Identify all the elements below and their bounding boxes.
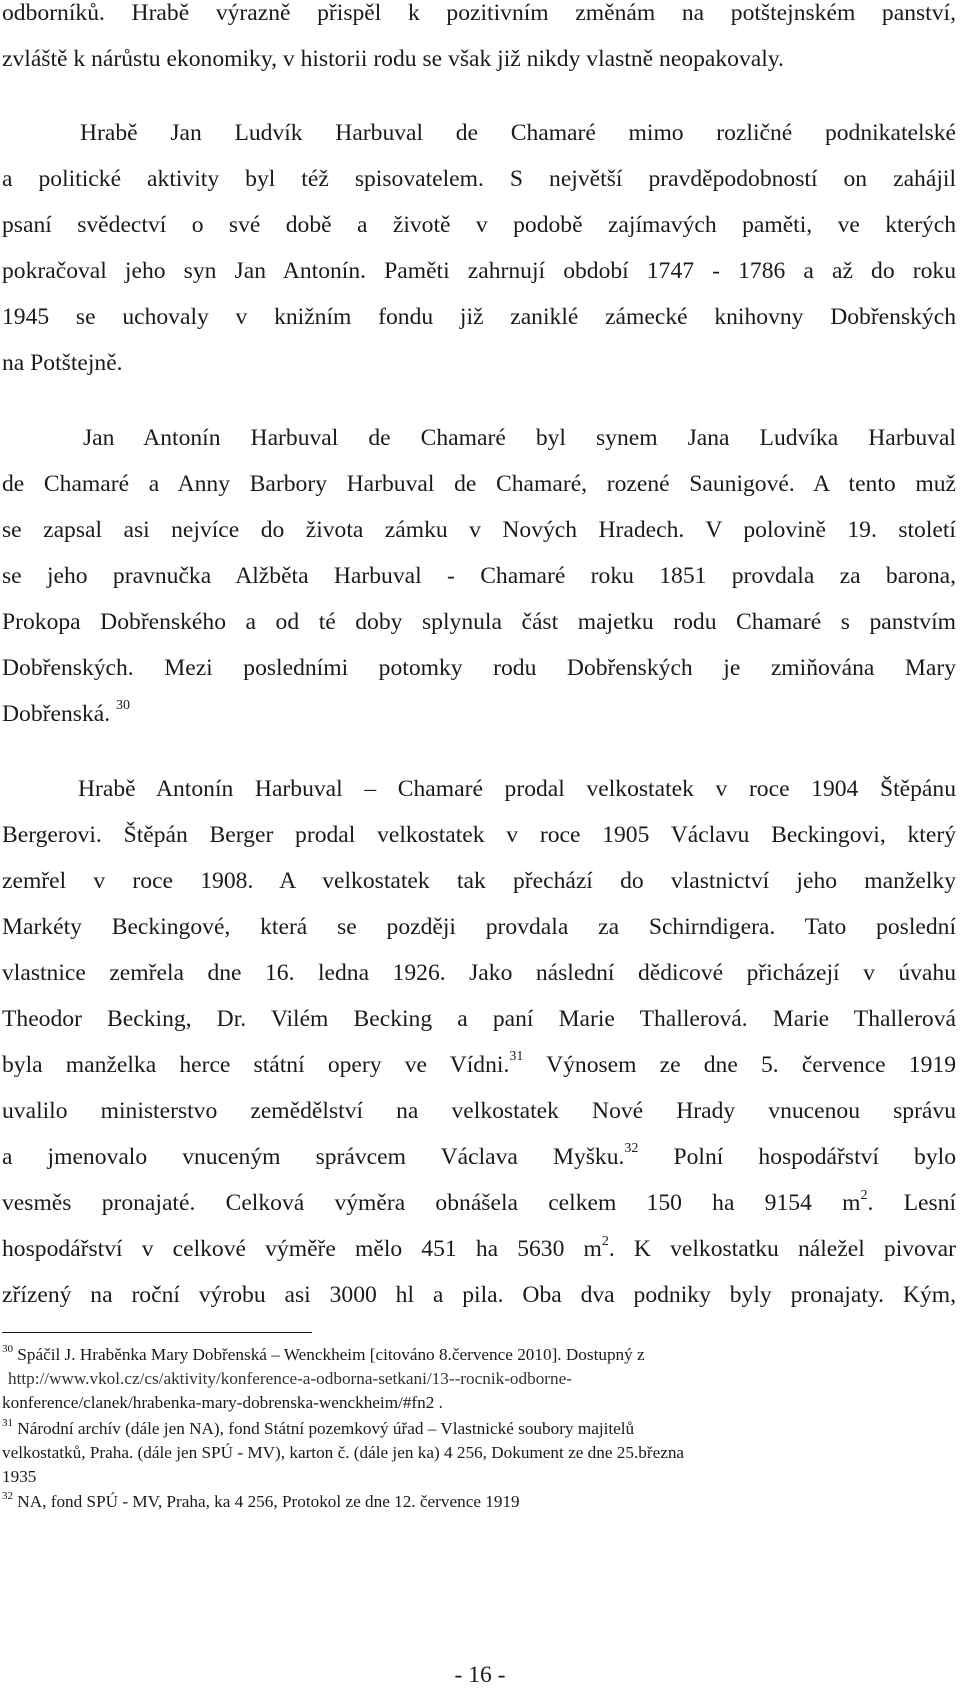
body-text: a jmenovalo vnuceným správcem Václava Myšku. <box>2 1144 625 1170</box>
footnote-reference: 32 <box>624 1141 639 1156</box>
body-text: . Lesní <box>867 1190 957 1216</box>
body-text: . K velkostatku náležel pivovar <box>608 1236 956 1262</box>
footnote-text: Národní archív (dále jen NA), fond Státní pozemkový úřad – Vlastnické soubory majitelů <box>17 1419 635 1438</box>
body-line: Jan Antonín Harbuval de Chamaré byl synem Jana Ludvíka Harbuval <box>83 425 956 451</box>
footnote-link[interactable]: konference/clanek/hrabenka-mary-dobrenska-wenckheim/#fn2 . <box>2 1393 443 1412</box>
body-line: zřízený na roční výrobu asi 3000 hl a pila. Oba dva podniky byly pronajaty. Kým, <box>2 1282 956 1308</box>
superscript: 2 <box>601 1234 609 1249</box>
page-number: - 16 - <box>454 1662 506 1688</box>
body-line: Hrabě Antonín Harbuval – Chamaré prodal velkostatek v roce 1904 Štěpánu <box>78 776 956 802</box>
body-text: Polní hospodářství bylo <box>638 1144 956 1170</box>
body-text: Výnosem ze dne 5. července 1919 <box>523 1052 956 1078</box>
body-line: se jeho pravnučka Alžběta Harbuval - Chamaré roku 1851 provdala za barona, <box>2 563 956 589</box>
body-text: hospodářství v celkové výměře mělo 451 ha 5630 m <box>2 1236 602 1262</box>
footnote-line <box>2 1343 902 1367</box>
body-line: pokračoval jeho syn Jan Antonín. Paměti zahrnují období 1747 - 1786 a až do roku <box>2 258 956 284</box>
body-line: Markéty Beckingové, která se později provdala za Schirndigera. Tato poslední <box>2 914 956 940</box>
body-line: zvláště k nárůstu ekonomiky, v historii rodu se však již nikdy vlastně neopakovaly. <box>2 46 784 72</box>
body-line: odborníků. Hrabě výrazně přispěl k pozitivním změnám na potštejnském panství, <box>2 0 956 26</box>
body-text: vesměs pronajaté. Celková výměra obnášela celkem 150 ha 9154 m <box>2 1190 861 1216</box>
superscript: 2 <box>860 1188 868 1203</box>
body-line: vlastnice zemřela dne 16. ledna 1926. Jako následní dědicové přicházejí v úvahu <box>2 960 956 986</box>
body-line: Theodor Becking, Dr. Vilém Becking a paní Marie Thallerová. Marie Thallerová <box>2 1006 956 1032</box>
footnote-number: 31 <box>2 1417 13 1429</box>
footnote-text: NA, fond SPÚ - MV, Praha, ka 4 256, Protokol ze dne 12. července 1919 <box>17 1492 520 1511</box>
body-line: na Potštejně. <box>2 350 123 376</box>
body-line: psaní svědectví o své době a životě v podobě zajímavých paměti, ve kterých <box>2 212 956 238</box>
body-text: byla manželka herce státní opery ve Vídni. <box>2 1052 510 1078</box>
body-line: zemřel v roce 1908. A velkostatek tak přechází do vlastnictví jeho manželky <box>2 868 956 894</box>
body-line <box>2 1142 956 1172</box>
footnote-line <box>2 1417 902 1441</box>
body-line <box>2 1050 956 1080</box>
footnote-link[interactable]: http://www.vkol.cz/cs/aktivity/konference-a-odborna-setkani/13--rocnik-odborne- <box>8 1369 572 1388</box>
footnote-line: velkostatků, Praha. (dále jen SPÚ - MV), karton č. (dále jen ka) 4 256, Dokument ze dne 25.března <box>2 1443 685 1462</box>
body-line: Dobřenských. Mezi posledními potomky rodu Dobřenských je zmiňována Mary <box>2 655 956 681</box>
body-line: a politické aktivity byl též spisovatelem. S největší pravděpodobností on zahájil <box>2 166 956 192</box>
footnote-line <box>2 1490 902 1514</box>
footnote-line: 1935 <box>2 1467 37 1486</box>
body-line <box>2 699 956 729</box>
footnote-number: 30 <box>2 1343 13 1355</box>
footnote-text: Spáčil J. Hraběnka Mary Dobřenská – Wenckheim [citováno 8.července 2010]. Dostupný z <box>17 1345 645 1364</box>
body-line: Hrabě Jan Ludvík Harbuval de Chamaré mimo rozličné podnikatelské <box>80 120 956 146</box>
body-line: Bergerovi. Štěpán Berger prodal velkostatek v roce 1905 Václavu Beckingovi, který <box>2 822 956 848</box>
body-text: Dobřenská. <box>2 701 111 727</box>
body-line: Prokopa Dobřenského a od té doby splynula část majetku rodu Chamaré s panstvím <box>2 609 956 635</box>
footnote-reference: 30 <box>116 698 131 713</box>
footnote-separator <box>2 1332 312 1333</box>
footnote-line <box>2 1391 902 1415</box>
body-line: 1945 se uchovaly v knižním fondu již zaniklé zámecké knihovny Dobřenských <box>2 304 956 330</box>
body-line <box>2 1188 956 1218</box>
body-line: se zapsal asi nejvíce do života zámku v Nových Hradech. V polovině 19. století <box>2 517 956 543</box>
footnote-reference: 31 <box>509 1049 524 1064</box>
footnote-number: 32 <box>2 1490 13 1502</box>
body-line <box>2 1234 956 1264</box>
body-line: uvalilo ministerstvo zemědělství na velkostatek Nové Hrady vnucenou správu <box>2 1098 956 1124</box>
body-line: de Chamaré a Anny Barbory Harbuval de Chamaré, rozené Saunigové. A tento muž <box>2 471 956 497</box>
